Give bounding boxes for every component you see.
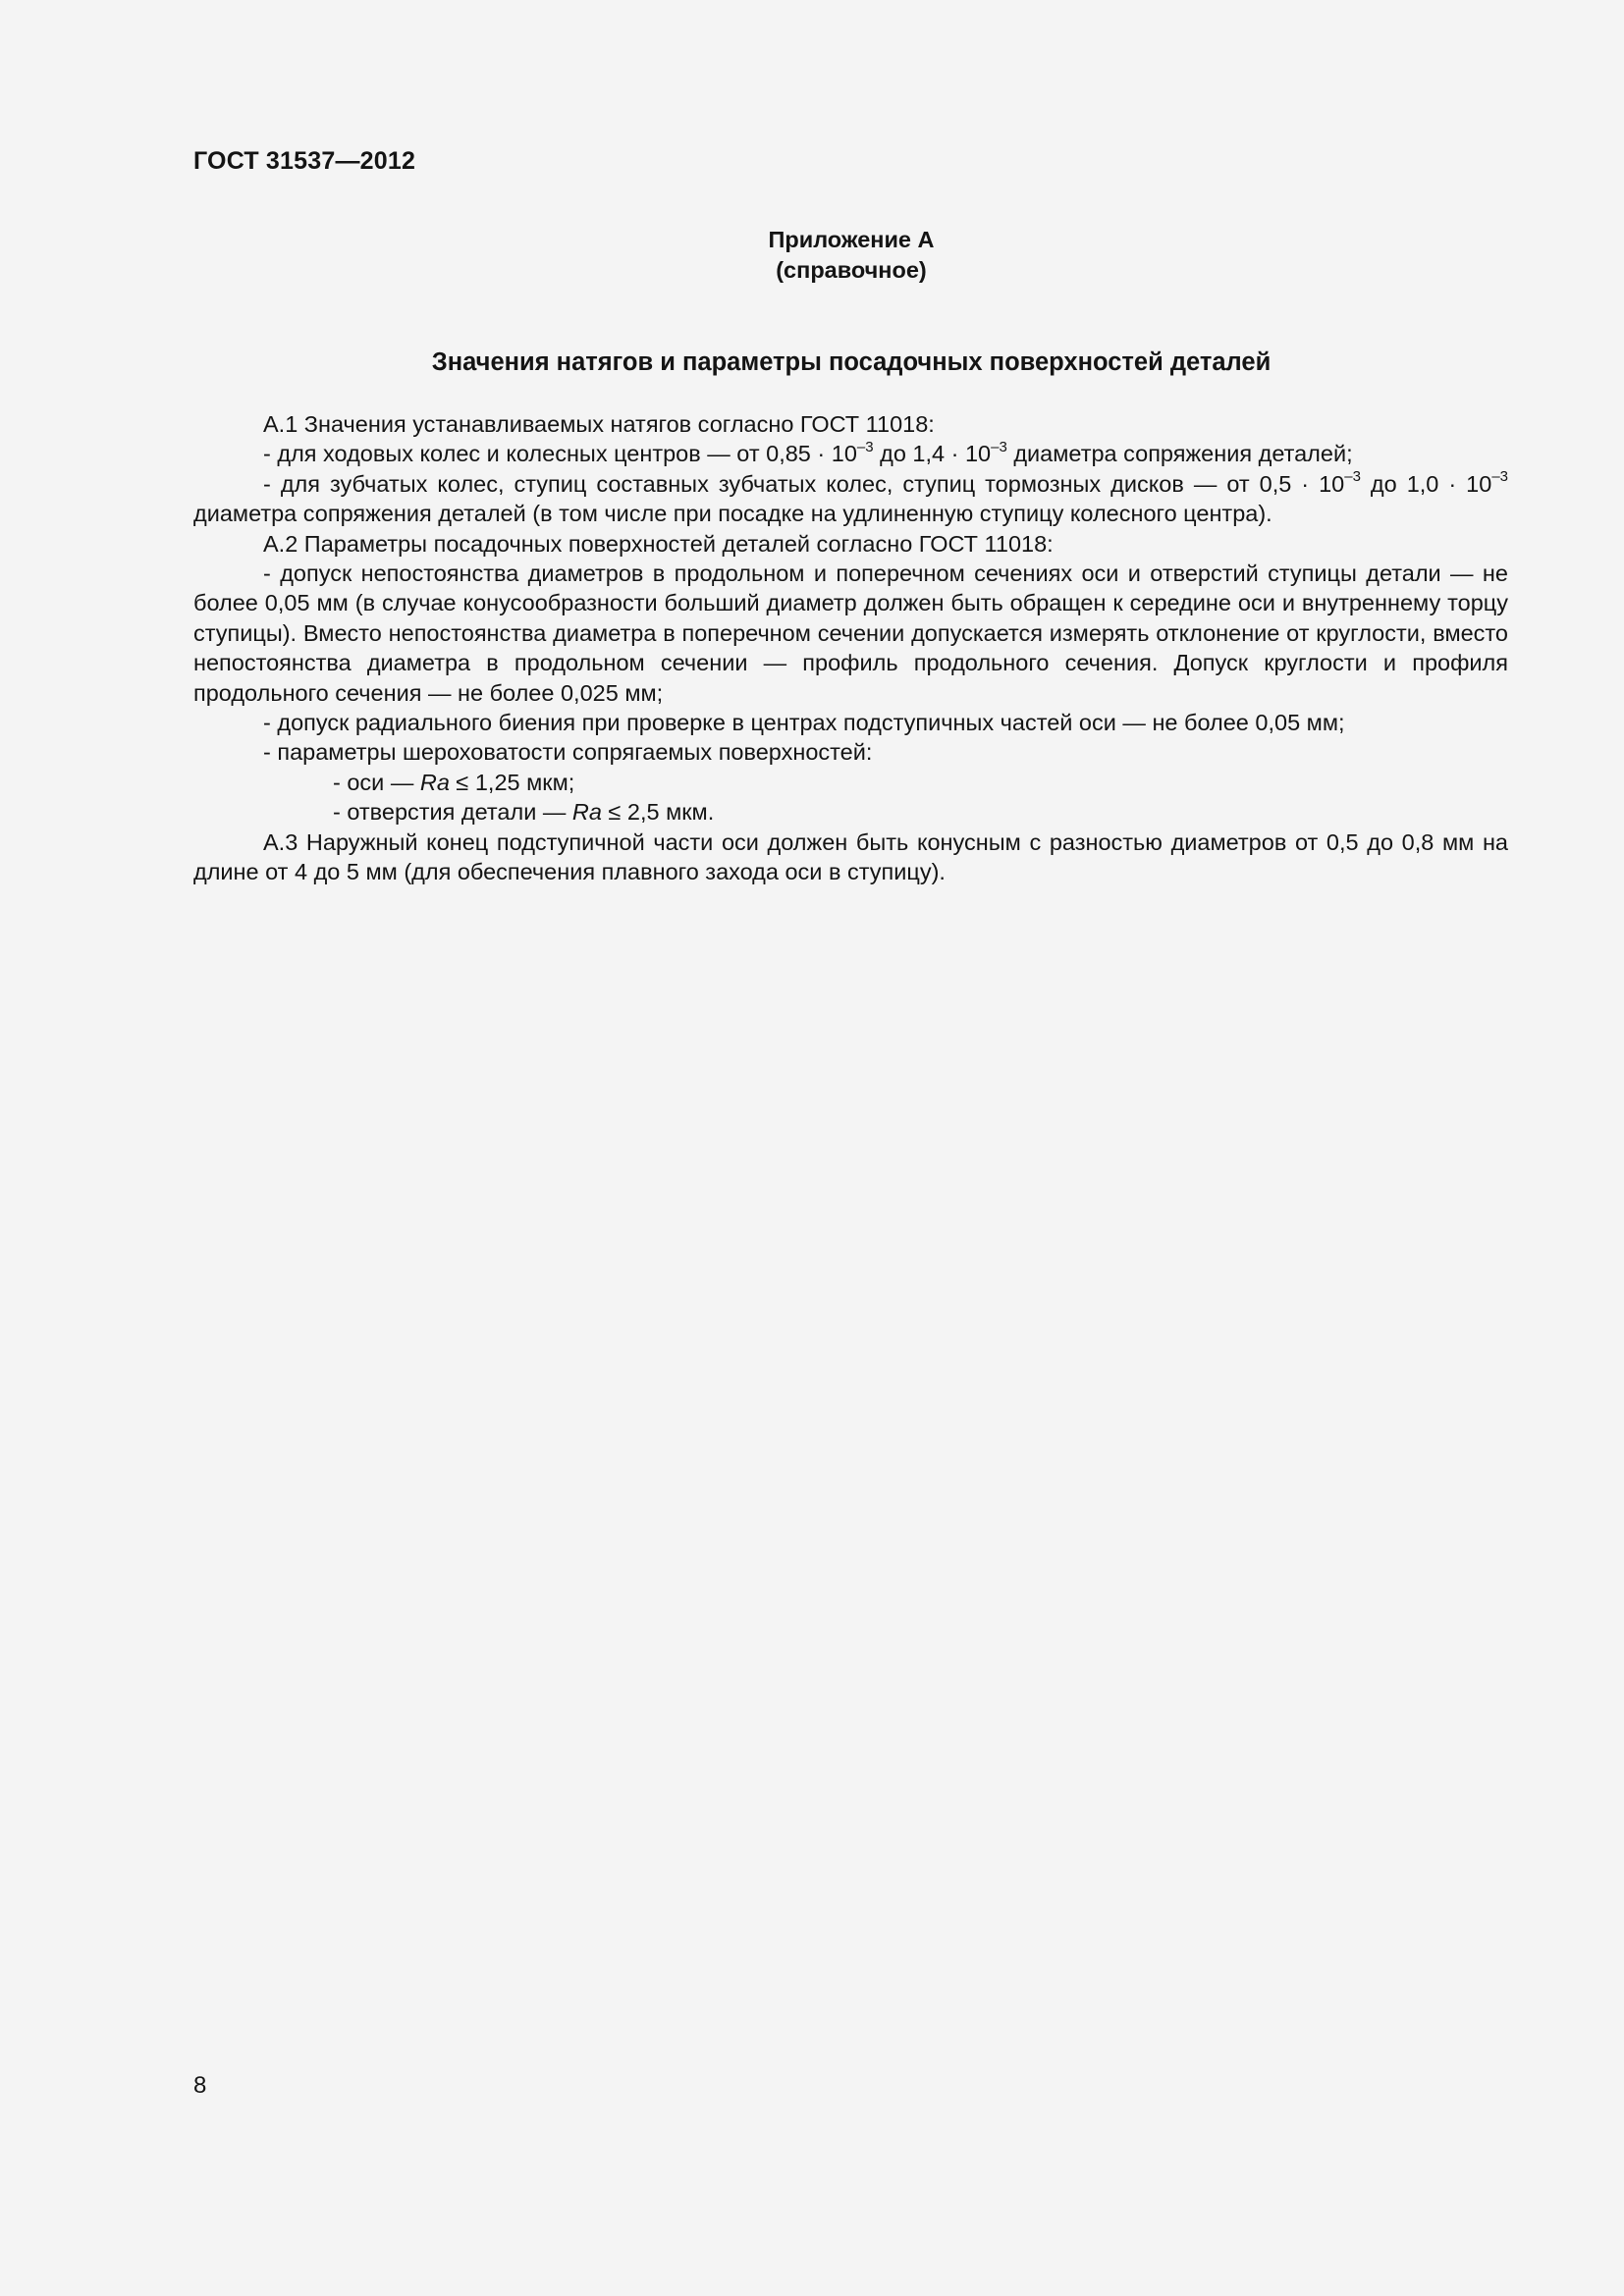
paragraph-a1-item2 bbox=[193, 469, 1508, 529]
paragraph-a1-intro: А.1 Значения устанавливаемых натягов согласно ГОСТ 11018: bbox=[263, 411, 935, 437]
roughness-symbol: Ra bbox=[571, 799, 602, 826]
text-fragment: - для ходовых колес и колесных центров — от 0,85 · 10 bbox=[263, 441, 857, 467]
appendix-status: (справочное) bbox=[776, 257, 927, 283]
superscript: –3 bbox=[991, 438, 1007, 455]
text-fragment: до 1,4 · 10 bbox=[873, 441, 992, 467]
appendix-heading bbox=[193, 225, 1509, 286]
appendix-title: Приложение А bbox=[768, 227, 935, 252]
paragraph-a2-sub2 bbox=[193, 797, 1508, 827]
text-fragment: до 1,0 · 10 bbox=[1360, 470, 1492, 497]
paragraph-a1-item1 bbox=[193, 439, 1508, 468]
superscript: –3 bbox=[1491, 467, 1508, 485]
paragraph-a2-item1: - допуск непостоянства диаметров в продольном и поперечном сечениях оси и отверстий ступицы детали — не более 0,05 мм (в случае конусообразности больший диаметр должен быть обращен к середине оси и внутреннему торцу ступицы). Вместо непостоянства диаметра в поперечном сечении допускается измерять отклонение от круглости, вместо непостоянства диаметра в продольном сечении — профиль продольного сечения. Допуск круглости и профиля продольного сечения — не более 0,025 мм; bbox=[193, 561, 1508, 706]
document-id: ГОСТ 31537—2012 bbox=[193, 147, 416, 175]
paragraph-a2-item2: - допуск радиального биения при проверке в центрах подступичных частей оси — не более 0,05 мм; bbox=[263, 710, 1345, 736]
paragraph-a2-intro: А.2 Параметры посадочных поверхностей деталей согласно ГОСТ 11018: bbox=[263, 530, 1054, 557]
body-text bbox=[193, 409, 1508, 887]
roughness-symbol: Ra bbox=[419, 769, 450, 795]
section-title: Значения натягов и параметры посадочных поверхностей деталей bbox=[431, 348, 1272, 376]
text-fragment: - оси — bbox=[333, 769, 420, 795]
text-fragment: диаметра сопряжения деталей (в том числе при посадке на удлиненную ступицу колесного центра). bbox=[193, 501, 1272, 527]
text-fragment: ≤ 2,5 мкм. bbox=[601, 799, 715, 826]
superscript: –3 bbox=[1344, 467, 1361, 485]
text-fragment: - для зубчатых колес, ступиц составных зубчатых колес, ступиц тормозных дисков — от 0,5 · 10 bbox=[263, 470, 1345, 497]
text-fragment: - отверстия детали — bbox=[333, 799, 572, 826]
paragraph-a2-item3: - параметры шероховатости сопрягаемых поверхностей: bbox=[263, 739, 873, 766]
superscript: –3 bbox=[856, 438, 874, 455]
text-fragment: диаметра сопряжения деталей; bbox=[1006, 441, 1353, 467]
page-number: 8 bbox=[193, 2072, 207, 2099]
paragraph-a2-sub1 bbox=[193, 768, 1508, 797]
paragraph-a3: А.3 Наружный конец подступичной части оси должен быть конусным с разностью диаметров от 0,5 до 0,8 мм на длине от 4 до 5 мм (для обеспечения плавного захода оси в ступицу). bbox=[193, 828, 1508, 885]
text-fragment: ≤ 1,25 мкм; bbox=[449, 769, 575, 795]
